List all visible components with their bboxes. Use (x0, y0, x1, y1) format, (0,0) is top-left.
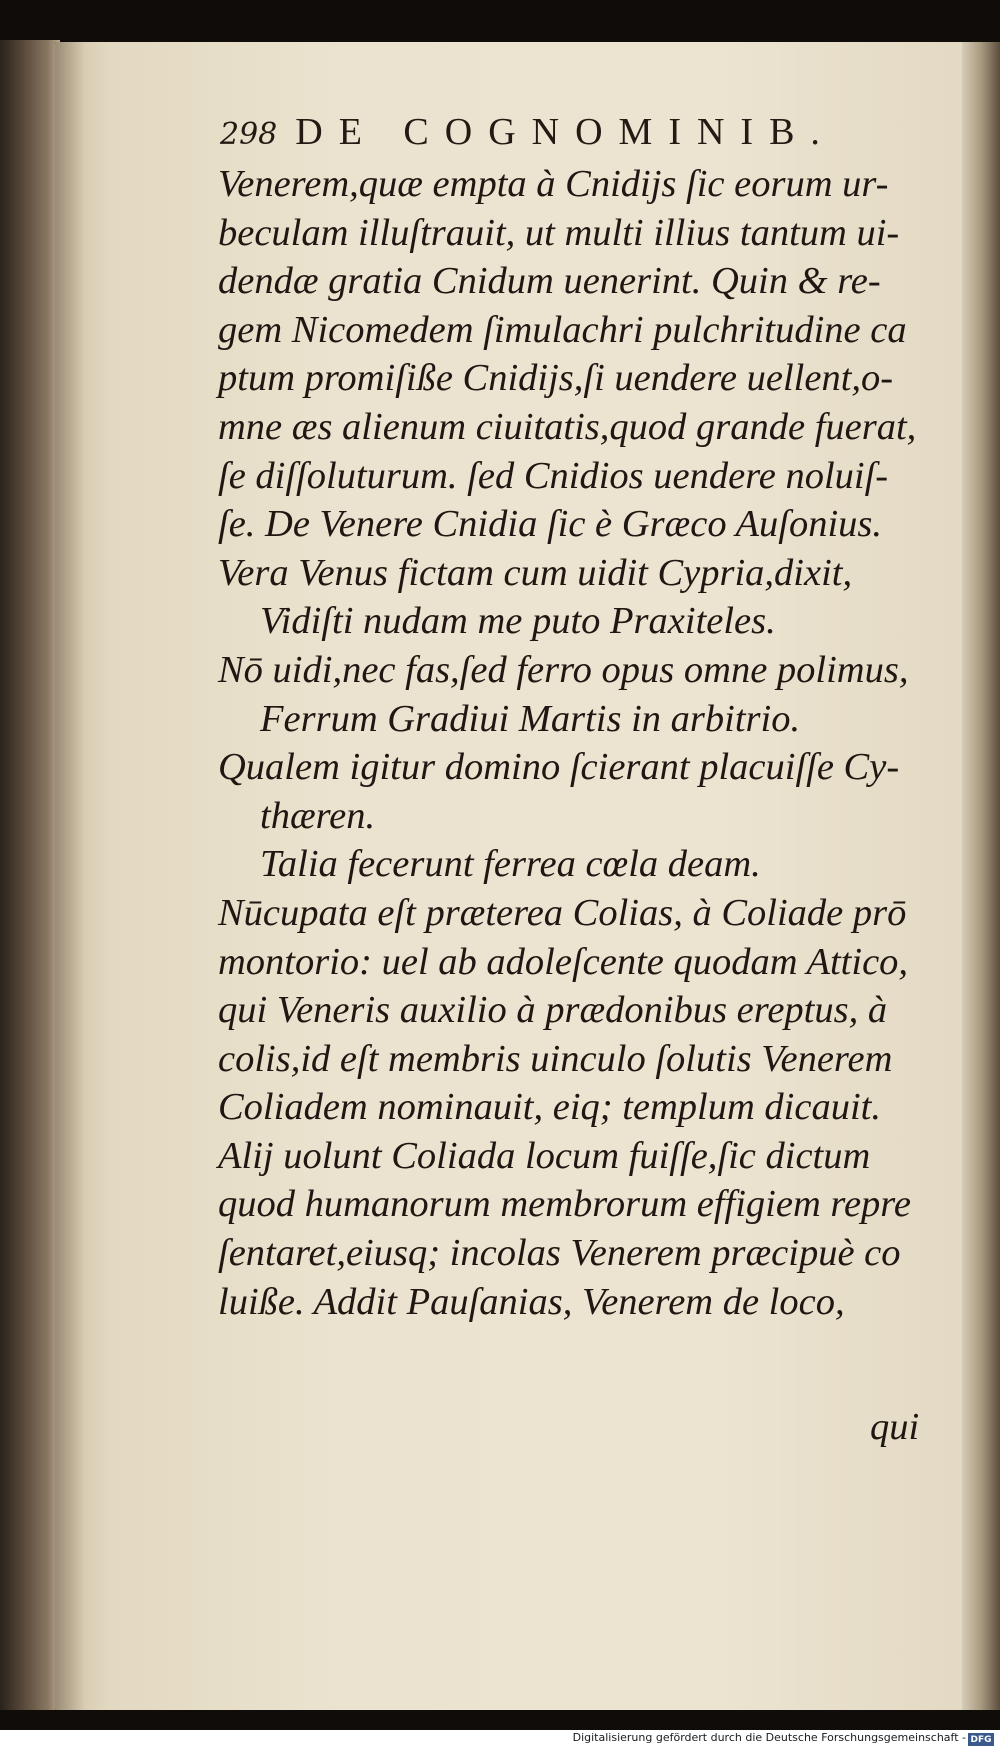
text-line: Venerem,quæ empta à Cnidijs ſic eorum ur- (218, 163, 889, 205)
book-left-edge (0, 40, 60, 1710)
catchword: qui (870, 1406, 920, 1448)
text-line: Nūcupata eſt præterea Colias, à Coliade prō (218, 891, 907, 934)
text-line: luiße. Addit Pauſanias, Venerem de loco, (218, 1280, 845, 1323)
text-line: quod humanorum membrorum effigiem repre (218, 1183, 911, 1226)
dfg-logo: DFG (968, 1733, 994, 1746)
text-line: ſe. De Venere Cnidia ſic è Græco Auſonius. (218, 503, 883, 546)
body-text (218, 160, 938, 1326)
text-line: Qualem igitur domino ſcierant placuiſſe Cy- (218, 746, 900, 789)
book-right-edge (962, 42, 1000, 1710)
spine-shadow (55, 42, 85, 1710)
text-line: montorio: uel ab adoleſcente quodam Attico, (218, 940, 909, 983)
text-line: Ferrum Gradiui Martis in arbitrio. (260, 697, 801, 740)
text-line: gem Nicomedem ſimulachri pulchritudine ca (218, 308, 907, 351)
text-line: Nō uidi,nec fas,ſed ferro opus omne polimus, (218, 648, 909, 691)
text-line: Coliadem nominauit, eiq; templum dicauit. (218, 1086, 881, 1129)
text-line: dendæ gratia Cnidum uenerint. Quin & re- (218, 260, 881, 303)
text-line: Vidiſti nudam me puto Praxiteles. (260, 600, 776, 643)
page-number: 298 (220, 117, 278, 152)
page-header (220, 110, 920, 154)
text-line: colis,id eſt membris uinculo ſolutis Venerem (218, 1037, 893, 1080)
text-line: mne æs alienum ciuitatis,quod grande fuerat, (218, 405, 917, 448)
text-line: Talia fecerunt ferrea cœla deam. (260, 843, 761, 886)
text-line: beculam illuſtrauit, ut multi illius tantum ui- (218, 211, 900, 254)
running-head: DE COGNOMINIB. (295, 111, 836, 153)
text-line: ſentaret,eiusq; incolas Venerem præcipuè co (218, 1232, 901, 1275)
text-line: ptum promiſiße Cnidijs,ſi uendere uellent,o- (218, 357, 894, 400)
text-line: qui Veneris auxilio à prædonibus ereptus, à (218, 989, 888, 1032)
text-line: ſe diſſoluturum. ſed Cnidios uendere noluiſ- (218, 454, 889, 497)
text-line: thæren. (260, 794, 376, 837)
text-line: Vera Venus fictam cum uidit Cypria,dixit, (218, 551, 853, 594)
text-line: Alij uolunt Coliada locum fuiſſe,ſic dictum (218, 1134, 871, 1177)
footer-credit: Digitalisierung gefördert durch die Deutsche Forschungsgemeinschaft - (572, 1731, 966, 1744)
